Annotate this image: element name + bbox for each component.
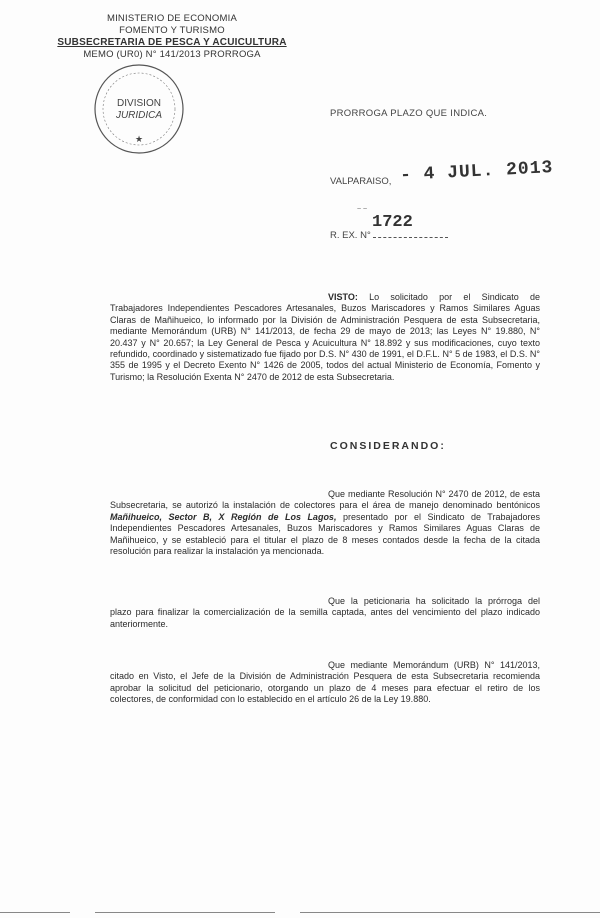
footer-line-mid bbox=[95, 912, 275, 913]
page-footer bbox=[0, 908, 600, 918]
considerando-heading: CONSIDERANDO: bbox=[330, 440, 446, 452]
pen-mark: ~ ~ bbox=[357, 206, 368, 213]
letterhead-ministry-sub: FOMENTO Y TURISMO bbox=[119, 25, 225, 36]
letterhead-subsecretaria: SUBSECRETARIA DE PESCA Y ACUICULTURA bbox=[57, 37, 287, 48]
p1-text-post: presentado por el Sindicato de Trabajadores Independientes Pescadores Artesanales, Buzos Mariscadores y Ramos Similares Aguas Claras de Mañihueico, y se estableció para el titular el plazo de 8 meses contados desde la fecha de la citada resolución para realizar la instalación ya mencionada. bbox=[110, 511, 540, 557]
resolution-label: R. EX. N° bbox=[330, 230, 371, 241]
considerando-paragraph-1 bbox=[110, 489, 540, 557]
letterhead-memo: MEMO (UR0) N° 141/2013 PRORROGA bbox=[83, 49, 261, 60]
p3-text: Que mediante Memorándum (URB) N° 141/2013, citado en Visto, el Jefe de la División de Administración Pesquera de esta Subsecretaria recomienda aprobar la solicitud del peticionario, otorgando un plazo de 4 meses para efectuar el retiro de los colectores, de conformidad con lo establecido en el artículo 26 de la Ley 19.880. bbox=[110, 660, 540, 705]
seal-line-2: JURIDICA bbox=[115, 110, 163, 121]
considerando-paragraph-3 bbox=[110, 660, 540, 706]
division-juridica-seal bbox=[92, 62, 186, 156]
visto-paragraph bbox=[110, 292, 540, 383]
p1-text-pre: Que mediante Resolución N° 2470 de 2012, de esta Subsecretaria, se autorizó la instalación de colectores para el área de manejo denominado bentónicos bbox=[110, 489, 540, 511]
visto-text: Lo solicitado por el Sindicato de Trabajadores Independientes Pescadores Artesanales, Buzos Mariscadores y Ramos Similares Aguas Claras de Mañihueico, lo informado por la División de Administración Pesquera de esta Subsecretaria, mediante Memorándum (URB) N° 141/2013, de fecha 29 de mayo de 2013; las Leyes N° 19.880, N° 20.437 y N° 20.657; la Ley General de Pesca y Acuicultura N° 18.892 y sus modificaciones, cuyo texto refundido, coordinado y sistematizado fue fijado por D.S. N° 430 de 1991, el D.F.L. N° 5 de 1983, el D.S. N° 355 de 1995 y el Decreto Exento N° 1426 de 2005, todos del actual Ministerio de Economía, Fomento y Turismo; la Resolución Exenta N° 2470 de 2012 de esta Subsecretaria. bbox=[110, 292, 540, 382]
city-label: VALPARAISO, bbox=[330, 176, 392, 187]
considerando-paragraph-2 bbox=[110, 596, 540, 630]
letterhead-ministry: MINISTERIO DE ECONOMIA bbox=[106, 13, 238, 24]
resolution-underline bbox=[373, 237, 448, 238]
resolution-number: 1722 bbox=[372, 213, 413, 232]
resolution-line bbox=[330, 230, 448, 241]
document-reference: PRORROGA PLAZO QUE INDICA. bbox=[330, 108, 488, 119]
footer-line-left bbox=[0, 912, 70, 913]
seal-line-1: DIVISION bbox=[117, 98, 161, 109]
date-stamp: - 4 JUL. 2013 bbox=[399, 157, 554, 187]
p2-text: Que la peticionaria ha solicitado la prórroga del plazo para finalizar la comercialización de la semilla captada, antes del vencimiento del plazo indicado anteriormente. bbox=[110, 596, 540, 629]
visto-label: VISTO: bbox=[328, 292, 358, 302]
letterhead bbox=[52, 13, 292, 61]
seal-star-icon: ★ bbox=[134, 134, 144, 144]
footer-line-right bbox=[300, 912, 600, 913]
p1-emphasis: Mañihueico, Sector B, X Región de Los Lagos, bbox=[110, 511, 337, 522]
